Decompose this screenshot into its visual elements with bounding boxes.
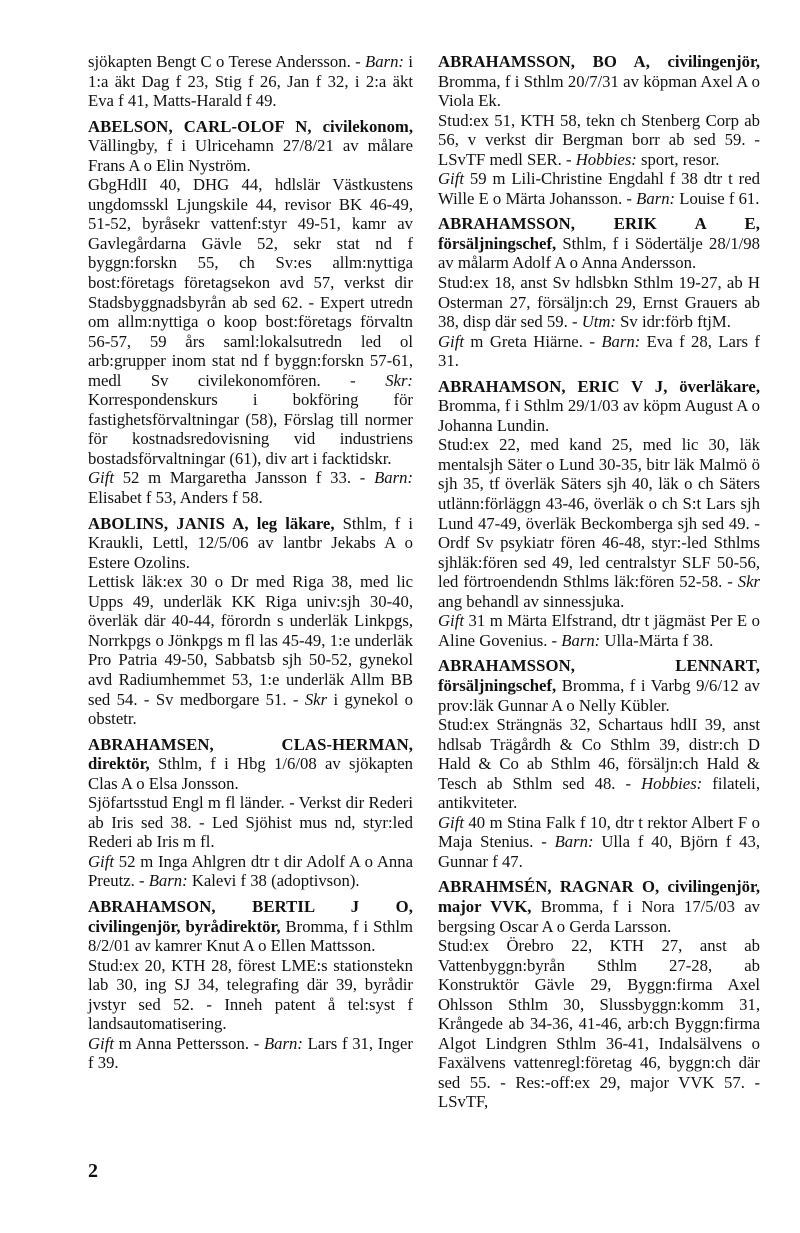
entry-title: direktör,: [88, 754, 150, 774]
entry-title: försäljningschef,: [438, 675, 557, 695]
entry-name: ABELSON, CARL-OLOF N,: [88, 116, 312, 136]
entry-abelson: [88, 117, 413, 508]
entry-career: Sjöfartsstud Engl m fl länder. - Verkst dir Rederi ab Iris sed 38. - Led Sjöhist mus nd, styr:led Rederi ab Iris m fl.: [88, 793, 413, 852]
entry-intro: Sthlm, f i Södertälje 28/1/98 av målarm Adolf A o Anna Andersson.: [438, 233, 760, 273]
entry-intro: Bromma, f i Sthlm 29/1/03 av köpm August A o Johanna Lundin.: [438, 396, 760, 435]
entry-career: Stud:ex Strängnäs 32, Schartaus hdlI 39, anst hdlsab Trägårdh & Co Sthlm 39, distr:ch D Hald & Co ab Sthlm 46, försäljn:ch Hald & Tesch ab Sthlm sed 48. -: [438, 715, 760, 793]
entry-name: ABRAHAMSSON, BO A,: [438, 52, 650, 71]
entry-title: försäljningschef,: [438, 233, 557, 253]
entry-intro: Vällingby, f i Ulricehamn 27/8/21 av målare Frans A o Elin Nyström.: [88, 136, 413, 175]
entry-intro: Bromma, f i Sthlm 8/2/01 av kamrer Knut A o Ellen Mattsson.: [88, 916, 413, 956]
skr-label: Skr: [304, 689, 328, 709]
entry-name: ABRAHAMSON, ERIC V J,: [438, 376, 668, 396]
entry-career: i gynekol o obstetr.: [88, 689, 413, 729]
entry-career: Stud:ex 18, anst Sv hdlsbkn Sthlm 19-27, ab H Osterman 27, försäljn:ch 29, Ernst Grauers ab 38, disp där sed 59. -: [438, 273, 760, 332]
entry-intro: Bromma, f i Nora 17/5/03 av bergsing Oscar A o Gerda Larsson.: [438, 896, 760, 936]
entry-career: Lettisk läk:ex 30 o Dr med Riga 38, med lic Upps 49, underläk KK Riga univ:sjh 30-40, överläk där 40-44, förordn s underläk Linkpgs, Norrkpgs o Jönkpgs m fl las 45-49, 1:e underläk Pro Patria 49-50, Sabbatsb sjh 50-52, gynekol avd Radiumhemmet 53, 1:e underläk Allm BB sed 54. - Sv medborgare 51. -: [88, 572, 413, 709]
entry-name: ABRAHAMSEN, CLAS-HERMAN,: [88, 734, 413, 754]
entry-family: Ulla f 40, Björn f 43, Gunnar f 47.: [438, 832, 760, 871]
entry-name: ABOLINS, JANIS A,: [88, 513, 249, 533]
entry-family: Eva f 28, Lars f 31.: [438, 331, 760, 371]
entry-career: Korrespondenskurs i bokföring för fastighetsförvaltningar (58), Förslag till normer för kostnadsredovisning vid industriens bostadsförvaltningar (61), div art i facktidskr.: [88, 390, 413, 468]
entry-career: ang behandl av sinnessjuka.: [438, 591, 625, 611]
barn-label: Barn:: [554, 832, 594, 852]
right-column: [438, 52, 760, 1118]
entry-family: m Greta Hiärne. -: [463, 331, 602, 351]
entry-family: Kalevi f 38 (adoptivson).: [187, 871, 360, 891]
entry-title: leg läkare,: [248, 513, 335, 533]
entry-career: filateli, antikviteter.: [438, 773, 760, 813]
entry-family: 52 m Margaretha Jansson f 33. -: [113, 468, 375, 488]
entry-ragnar: [438, 877, 760, 1112]
entry-family: m Anna Pettersson. -: [113, 1033, 264, 1053]
entry-intro: Bromma, f i Varbg 9/6/12 av prov:läk Gunnar A o Nelly Kübler.: [438, 675, 760, 715]
barn-label: Barn:: [263, 1033, 303, 1053]
entry-lennart: [438, 656, 760, 871]
entry-eric: [438, 377, 760, 651]
barn-label: Barn:: [561, 630, 601, 650]
barn-label: Barn:: [601, 331, 641, 351]
barn-label: Barn:: [636, 188, 676, 208]
entry-name: ABRAHMSÉN, RAGNAR O,: [438, 877, 660, 897]
entry-career: Stud:ex Örebro 22, KTH 27, anst ab Vattenbyggn:byrån Sthlm 27-28, ab Konstruktör Gävle 29, Byggn:firma Axel Ohlsson Sthlm 30, Slussbyggn:komm 31, Krångede ab 34-36, 41-46, arb:ch Byggn:firma Algot Lindgren Sthlm 36-41, Indalsälvens o Faxälvens vattenregl:företag 46, byggn:ch där sed 55. - Res:-off:ex 29, major VVK 57. - LSvTF,: [438, 936, 760, 1112]
gift-label: Gift: [88, 1033, 114, 1053]
entry-bertil: [88, 897, 413, 1073]
entry-career: Stud:ex 51, KTH 58, tekn ch Stenberg Corp ab 56, v verkst dir Bergman borr ab sed 59. - LSvTF medl SER. -: [438, 110, 760, 169]
gift-label: Gift: [88, 851, 114, 871]
entry-career: sport, resor.: [636, 149, 720, 169]
entry-family: Lars f 31, Inger f 39.: [88, 1033, 413, 1073]
page-number: 2: [88, 1160, 98, 1182]
entry-family: 59 m Lili-Christine Engdahl f 38 dtr t red Wille E o Märta Johansson. -: [438, 169, 760, 208]
entry-abolins: [88, 514, 413, 729]
skr-label: Skr:: [385, 370, 413, 390]
utm-label: Utm:: [581, 312, 616, 332]
entry-text: i 1:a äkt Dag f 23, Stig f 26, Jan f 32, i 2:a äkt Eva f 41, Matts-Harald f 49.: [88, 52, 413, 111]
entry-title: överläkare,: [667, 376, 760, 396]
entry-intro: Sthlm, f i Kraukli, Lettl, 12/5/06 av lantbr Jekabs A o Estere Ozolins.: [88, 513, 413, 572]
gift-label: Gift: [438, 169, 464, 189]
gift-label: Gift: [438, 331, 464, 351]
barn-label: Barn:: [374, 468, 413, 488]
barn-label: Barn:: [148, 871, 188, 891]
entry-title: civilingenjör, major VVK,: [438, 877, 760, 916]
entry-intro: Sthlm, f i Hbg 1/6/08 av sjökapten Clas A o Elsa Jonsson.: [88, 754, 413, 793]
gift-label: Gift: [88, 468, 114, 488]
hobbies-label: Hobbies:: [641, 773, 703, 793]
entry-career: Sv idr:förb ftjM.: [615, 312, 731, 332]
entry-name: ABRAHAMSSON, ERIK A E,: [438, 214, 760, 234]
entry-abrahamsen: [88, 735, 413, 891]
hobbies-label: Hobbies:: [575, 149, 637, 169]
entry-family: Elisabet f 53, Anders f 58.: [88, 488, 263, 508]
skr-label: Skr: [737, 572, 760, 592]
entry-title: civilingenjör,: [649, 52, 761, 71]
gift-label: Gift: [438, 812, 464, 832]
entry-family: Louise f 61.: [675, 188, 760, 208]
gift-label: Gift: [438, 611, 464, 631]
entry-erik: [438, 214, 760, 370]
entry-career: Stud:ex 22, med kand 25, med lic 30, läk mentalsjh Säter o Lund 30-35, bitr läk Malmö ö sjh 35, tf överläk Säters sjh 40, läk o ch Säters utlänn:förläggn 43-46, överläk o ch S:t Lars sjh Lund 47-49, överläk Beckomberga sjh sed 49. - Ordf Sv psykiatr fören 46-48, styr:-led Sthlms sjhläk:fören sed 49, led centralstyr SLF 50-56, led förtroendendn Sthlms läk:fören 52-58. -: [438, 435, 760, 592]
barn-label: Barn:: [365, 52, 404, 71]
continued-entry: [88, 52, 413, 111]
entry-family: 31 m Märta Elfstrand, dtr t jägmäst Per E o Aline Govenius. -: [438, 611, 760, 650]
entry-title: civilingenjör, byrådirektör,: [88, 916, 281, 936]
entry-bo: [438, 52, 760, 208]
entry-family: 52 m Inga Ahlgren dtr t dir Adolf A o Anna Preutz. -: [88, 851, 413, 891]
entry-family: 40 m Stina Falk f 10, dtr t rektor Albert F o Maja Stenius. -: [438, 812, 760, 852]
entry-title: civilekonom,: [311, 116, 413, 136]
entry-family: Ulla-Märta f 38.: [600, 630, 714, 650]
entry-career: Stud:ex 20, KTH 28, förest LME:s stationstekn lab 30, ing SJ 34, telegrafing där 39, byrådir jvstyr sed 52. - Inneh patent å tel:syst f landsautomatisering.: [88, 955, 413, 1034]
left-column: [88, 52, 413, 1079]
entry-name: ABRAHAMSON, BERTIL J O,: [88, 896, 413, 916]
entry-text: sjökapten Bengt C o Terese Andersson. -: [88, 52, 366, 71]
entry-intro: Bromma, f i Sthlm 20/7/31 av köpman Axel A o Viola Ek.: [438, 71, 760, 111]
entry-career: GbgHdlI 40, DHG 44, hdlslär Västkustens ungdomsskl Ljungskile 44, revisor BK 46-49, 51-52, byråsekr vattenf:styr 49-51, kamr av Gavlegårdarna Gävle 52, sekr stat nd f byggn:forskn 55, ch Sv:es allm:nyttiga bost:företags företagsekon avd 57, verkst dir Stadsbyggnadsbyrån ab sed 62. - Expert utredn om allm:nyttiga o koop bost:företags förvaltn 56-57, 59 års saml:lokalsutredn led ol arb:grupper inom stat nd f byggn:forskn 57-61, medl Sv civilekonomfören. -: [88, 175, 413, 390]
entry-name: ABRAHAMSSON, LENNART,: [438, 656, 760, 676]
